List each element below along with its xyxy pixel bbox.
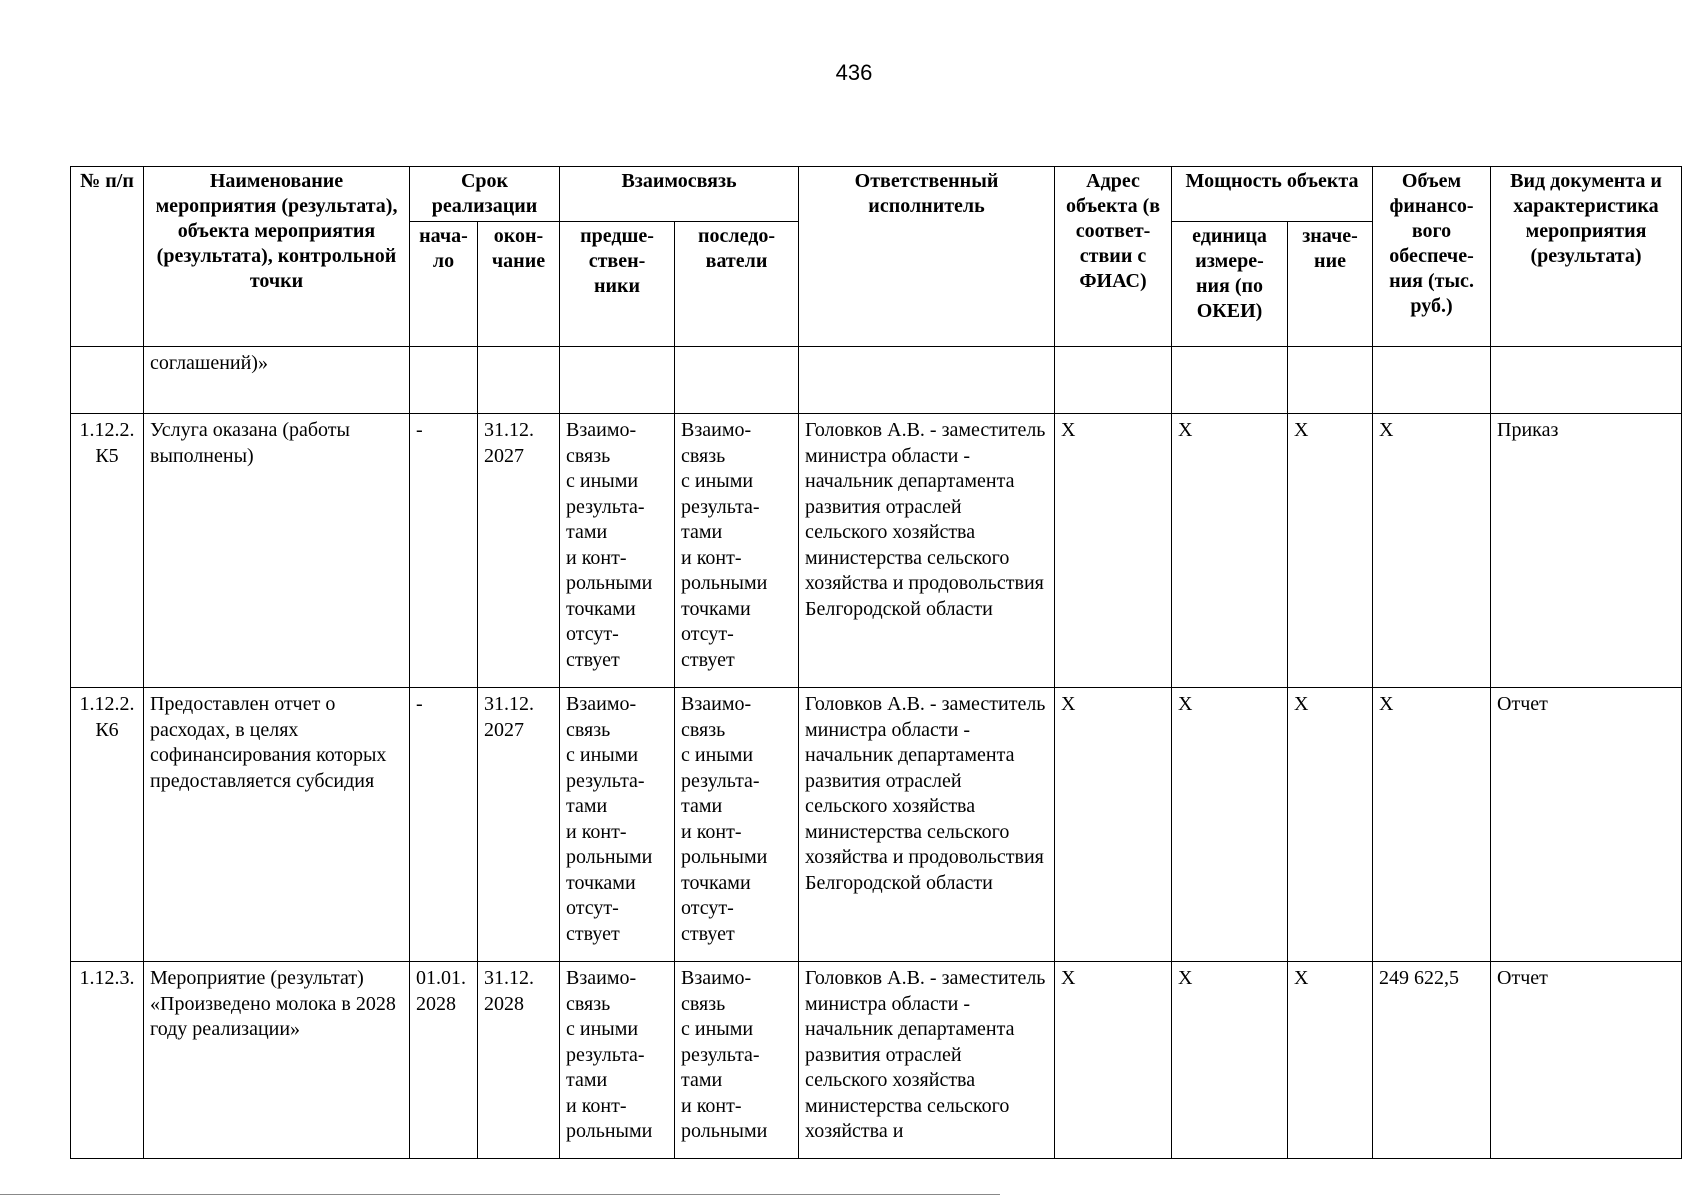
cell-value: X (1288, 414, 1373, 688)
cell-unit: X (1172, 962, 1288, 1159)
cell-value: X (1288, 962, 1373, 1159)
header-term-start: нача- ло (410, 222, 478, 347)
cell-successors: Взаимо- связь с иными результа- тами и конт- рольными точками отсут- ствует (675, 688, 799, 962)
activities-table (70, 166, 1682, 1159)
table-row (71, 688, 1682, 962)
cell-name: Предоставлен отчет о расходах, в целях софинансирования которых предоставляется субсидия (144, 688, 410, 962)
table-row (71, 414, 1682, 688)
header-relation: Взаимосвязь (560, 167, 799, 222)
cell-funding: 249 622,5 (1373, 962, 1491, 1159)
bottom-scan-line (0, 1194, 1000, 1195)
cell-predecessors: Взаимо- связь с иными результа- тами и конт- рольными (560, 962, 675, 1159)
cell-value: X (1288, 688, 1373, 962)
cell-predecessors (560, 347, 675, 414)
cell-address: X (1055, 962, 1172, 1159)
cell-address: X (1055, 414, 1172, 688)
page-number: 436 (835, 60, 873, 85)
cell-funding: X (1373, 688, 1491, 962)
header-funding: Объем финансо- вого обеспече- ния (тыс. руб.) (1373, 167, 1491, 347)
cell-start: 01.01. 2028 (410, 962, 478, 1159)
cell-responsible (799, 347, 1055, 414)
cell-responsible: Головков А.В. - заместитель министра области - начальник департамента развития отраслей сельского хозяйства министерства сельского хозяйства и продовольствия Белгородской области (799, 688, 1055, 962)
header-address: Адрес объекта (в соответ- ствии с ФИАС) (1055, 167, 1172, 347)
cell-num: 1.12.2. К6 (71, 688, 144, 962)
cell-unit (1172, 347, 1288, 414)
cell-name: соглашений)» (144, 347, 410, 414)
cell-predecessors: Взаимо- связь с иными результа- тами и конт- рольными точками отсут- ствует (560, 414, 675, 688)
cell-unit: X (1172, 688, 1288, 962)
cell-start: - (410, 688, 478, 962)
cell-funding (1373, 347, 1491, 414)
header-predecessors: предше- ствен- ники (560, 222, 675, 347)
cell-doc-type: Отчет (1491, 688, 1682, 962)
cell-num: 1.12.2. К5 (71, 414, 144, 688)
cell-funding: X (1373, 414, 1491, 688)
cell-doc-type (1491, 347, 1682, 414)
cell-value (1288, 347, 1373, 414)
cell-start (410, 347, 478, 414)
header-capacity: Мощность объекта (1172, 167, 1373, 222)
cell-start: - (410, 414, 478, 688)
header-num: № п/п (71, 167, 144, 347)
cell-end: 31.12. 2027 (478, 688, 560, 962)
header-responsible: Ответственный исполнитель (799, 167, 1055, 347)
cell-successors: Взаимо- связь с иными результа- тами и конт- рольными (675, 962, 799, 1159)
cell-responsible: Головков А.В. - заместитель министра области - начальник департамента развития отраслей сельского хозяйства министерства сельского хозяйства и продовольствия Белгородской области (799, 414, 1055, 688)
cell-address (1055, 347, 1172, 414)
header-value: значе- ние (1288, 222, 1373, 347)
cell-end: 31.12. 2027 (478, 414, 560, 688)
cell-successors (675, 347, 799, 414)
header-term-end: окон- чание (478, 222, 560, 347)
cell-num: 1.12.3. (71, 962, 144, 1159)
cell-responsible: Головков А.В. - заместитель министра области - начальник департамента развития отраслей сельского хозяйства министерства сельского хозяйства и (799, 962, 1055, 1159)
table-row (71, 347, 1682, 414)
table-row (71, 962, 1682, 1159)
cell-name: Мероприятие (результат) «Произведено молока в 2028 году реализации» (144, 962, 410, 1159)
cell-unit: X (1172, 414, 1288, 688)
cell-num (71, 347, 144, 414)
cell-end (478, 347, 560, 414)
cell-doc-type: Приказ (1491, 414, 1682, 688)
cell-successors: Взаимо- связь с иными результа- тами и конт- рольными точками отсут- ствует (675, 414, 799, 688)
header-unit: единица измере- ния (по ОКЕИ) (1172, 222, 1288, 347)
cell-address: X (1055, 688, 1172, 962)
header-successors: последо- ватели (675, 222, 799, 347)
cell-doc-type: Отчет (1491, 962, 1682, 1159)
header-name: Наименование мероприятия (результата), объекта мероприятия (результата), контрольной точки (144, 167, 410, 347)
cell-end: 31.12. 2028 (478, 962, 560, 1159)
header-term: Срок реализации (410, 167, 560, 222)
cell-predecessors: Взаимо- связь с иными результа- тами и конт- рольными точками отсут- ствует (560, 688, 675, 962)
cell-name: Услуга оказана (работы выполнены) (144, 414, 410, 688)
header-doc-type: Вид документа и характеристика мероприятия (результата) (1491, 167, 1682, 347)
